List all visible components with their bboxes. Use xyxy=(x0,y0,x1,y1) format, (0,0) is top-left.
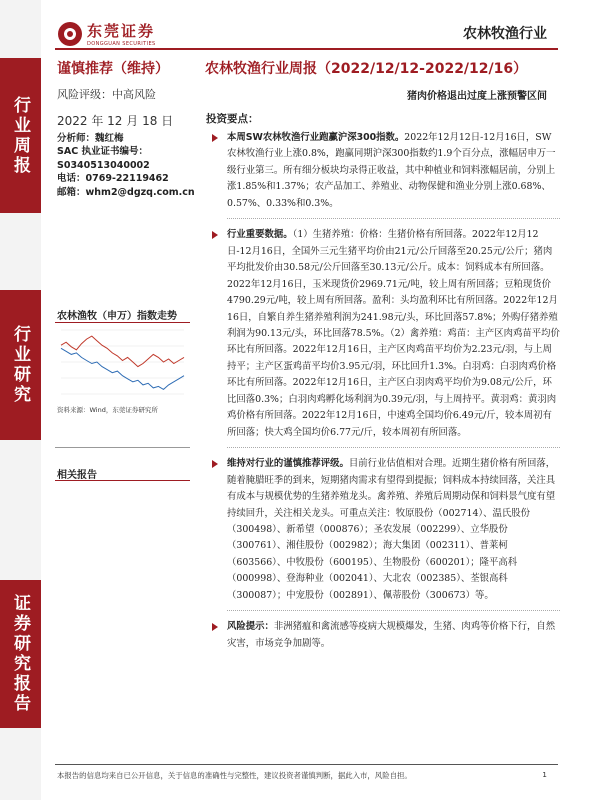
series-line-hs300 xyxy=(61,348,184,389)
brand-name-en: DONGGUAN SECURITIES xyxy=(87,41,156,47)
brand-name-cn: 东莞证券 xyxy=(87,22,156,40)
report-date: 2022 年 12 月 18 日 xyxy=(57,114,174,128)
key-point-2-body: （1）生猪养殖：价格：生猪价格有所回落。2022年12月12日-12月16日，全国外三元生猪平均价由21元/公斤回落至20.25元/公斤；猪肉平均批发价由30.58元/公斤回落至30.13元/公斤。成本：饲料成本有所回落。2022年12月16日，玉米现货价2969.71元/吨，较上周有所回落；豆粕现货价4790.29元/吨，较上周有所回落。盈利：头均盈利环比有所回落。2022年12月16日，自繁自养生猪养殖利润为241.98元/头，环比回落57.8%；外购仔猪养殖利润为90.13元/头，环比回落78.5%。（2）禽养殖：鸡苗：主产区肉鸡苗平均价环比有所回落。2022年12月16日，主产区肉鸡苗平均价为2.23元/羽，与上周持平；主产区蛋鸡苗平均价3.95元/羽，环比回升1.3%。白羽鸡：白羽肉鸡价格环比有所回落。2022年12月16日，主产区白羽肉鸡平均价为9.08元/公斤，环比回落0.3%；白羽肉鸡孵化场利润为0.39元/羽，与上周持平。黄羽鸡：黄羽肉鸡价格有所回落。2022年12月16日，中速鸡全国均价6.49元/斤，较本周初有所回落；快大鸡全国均价6.77元/斤，较本周初有所回落。 xyxy=(227,229,560,438)
analyst-info xyxy=(57,132,195,199)
footer-divider xyxy=(55,764,558,765)
key-point-3-head: 维持对行业的谨慎推荐评级。 xyxy=(227,458,349,470)
sidebar-tag-report-text: 证券研究报告 xyxy=(10,594,30,714)
chart-top-divider xyxy=(55,322,190,323)
sidebar-tag-weekly-text: 行业周报 xyxy=(10,95,30,176)
sidebar-tag-research xyxy=(0,290,41,440)
risk-rating: 风险评级：中高风险 xyxy=(57,88,156,101)
chart-title: 农林渔牧（申万）指数走势 xyxy=(57,311,177,322)
bullet-arrow-icon xyxy=(212,460,218,468)
index-trend-chart xyxy=(55,326,188,402)
brand-logo xyxy=(58,20,156,47)
bullet-arrow-icon xyxy=(212,134,218,142)
key-point-4-body: 非洲猪瘟和禽流感等疫病大规模爆发，生猪、肉鸡等价格下行，自然灾害，市场竞争加剧等。 xyxy=(227,621,556,649)
report-title: 农林牧渔行业周报（2022/12/12-2022/12/16） xyxy=(205,61,528,77)
bullet-arrow-icon xyxy=(212,231,218,239)
investment-rating: 谨慎推荐（维持） xyxy=(57,61,169,77)
page-number: 1 xyxy=(542,770,547,779)
analyst-sac-number: S0340513040002 xyxy=(57,159,150,171)
industry-label: 农林牧渔行业 xyxy=(463,26,547,42)
key-point-4 xyxy=(210,619,560,652)
key-points-heading: 投资要点： xyxy=(206,113,259,125)
analyst-name: 分析师：魏红梅 xyxy=(57,133,124,144)
footer-disclaimer: 本报告的信息均来自已公开信息，关于信息的准确性与完整性，建议投资者谨慎判断，据此入市，风险自担。 xyxy=(57,771,412,780)
key-point-1-head: 本周SW农林牧渔行业跑赢沪深300指数。 xyxy=(227,132,405,143)
key-point-1 xyxy=(210,130,560,219)
key-points-list xyxy=(210,130,560,660)
key-point-3-body: 目前行业估值相对合理。近期生猪价格有所回落，随着腌腊旺季的到来，短期猪肉需求有望得到提振；饲料成本持续回落，关注具有成本与规模优势的生猪养殖龙头。禽养殖、养殖后周期动保和饲料景气度有望持续回升，关注相关龙头。可重点关注：牧原股份（002714）、温氏股份（300498）、新希望（000876）；圣农发展（002299）、立华股份（300761）、湘佳股份（002982）；海大集团（002311）、普莱柯（603566）、中牧股份（600195）、生物股份（600201）；隆平高科（000998）、登海种业（002041）、大北农（002385）、荃银高科（300087）；中宠股份（002891）、佩蒂股份（300673）等。 xyxy=(227,458,556,601)
sidebar-tag-research-text: 行业研究 xyxy=(10,325,30,405)
related-reports-heading: 相关报告 xyxy=(57,470,97,481)
related-divider xyxy=(55,480,190,481)
logo-emblem-icon xyxy=(58,22,82,46)
analyst-phone: 电话：0769-22119462 xyxy=(57,173,169,185)
key-point-2 xyxy=(210,227,560,448)
analyst-email[interactable]: 邮箱：whm2@dgzq.com.cn xyxy=(57,186,195,198)
header-divider xyxy=(55,48,558,50)
report-subtitle: 猪肉价格退出过度上涨预警区间 xyxy=(407,91,547,102)
bullet-arrow-icon xyxy=(212,623,218,631)
sidebar-tag-weekly xyxy=(0,58,41,213)
sidebar-tag-report xyxy=(0,580,41,728)
chart-source: 资料来源：Wind，东莞证券研究所 xyxy=(57,406,158,414)
key-point-3 xyxy=(210,456,560,611)
key-point-1-body: 2022年12月12日-12月16日，SW农林牧渔行业上涨0.8%，跑赢同期沪深300指数约1.9个百分点，涨幅居申万一级行业第三。所有细分板块均录得正收益，其中种植业和饲料涨幅居前，分别上涨1.85%和1.37%；农产品加工、养殖业、动物保健和渔业分别上涨0.68%、0.57%、0.33%和0.3%。 xyxy=(227,132,556,209)
key-point-4-head: 风险提示： xyxy=(227,621,274,633)
chart-bottom-divider xyxy=(55,447,190,448)
key-point-2-head: 行业重要数据。 xyxy=(227,229,293,241)
analyst-sac-label: SAC 执业证书编号： xyxy=(57,146,148,158)
left-sidebar xyxy=(0,0,41,800)
